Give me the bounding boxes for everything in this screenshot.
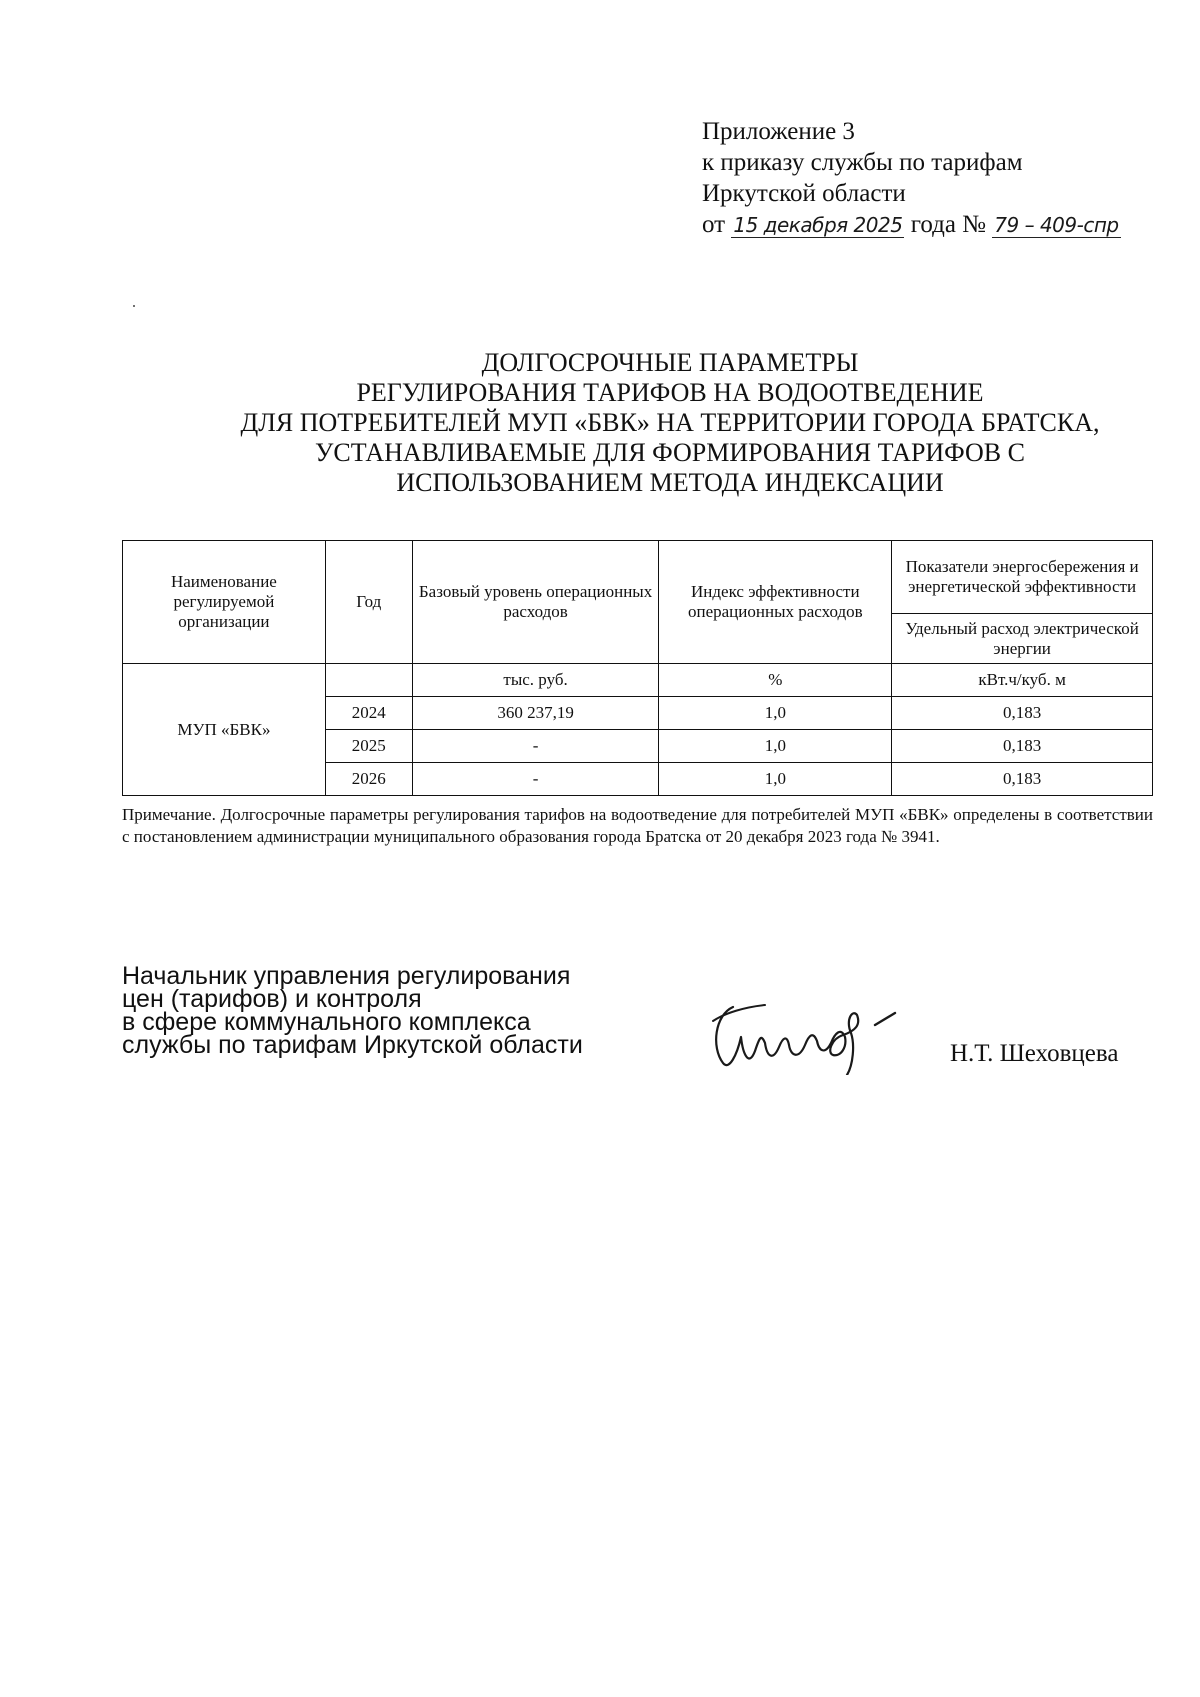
appendix-order-ref: к приказу службы по тарифам [702, 149, 1023, 176]
row-energy-specific: 0,183 [892, 730, 1153, 763]
document-title [150, 348, 1190, 498]
table-note: Примечание. Долгосрочные параметры регулирования тарифов на водоотведение для потребителей МУП «БВК» определены в соответствии с постановлением администрации муниципального образования города Братска от 20 декабря 2023 года № 3941. [122, 805, 1153, 846]
appendix-region: Иркутской области [702, 180, 906, 207]
appendix-label: Приложение 3 [702, 118, 855, 145]
unit-energy-specific: кВт.ч/куб. м [892, 664, 1153, 697]
row-efficiency-index: 1,0 [659, 730, 892, 763]
title-line-2: РЕГУЛИРОВАНИЯ ТАРИФОВ НА ВОДООТВЕДЕНИЕ [356, 378, 984, 407]
row-efficiency-index: 1,0 [659, 697, 892, 730]
signatory-line-3: в сфере коммунального комплекса [122, 1008, 531, 1036]
appendix-date-line [702, 209, 1172, 240]
unit-efficiency-index: % [659, 664, 892, 697]
row-energy-specific: 0,183 [892, 697, 1153, 730]
signatory-name: Н.Т. Шеховцева [950, 1040, 1119, 1067]
signatory-line-4: службы по тарифам Иркутской области [122, 1031, 583, 1059]
signatory-position [122, 962, 642, 1059]
row-year: 2025 [325, 730, 412, 763]
row-year: 2026 [325, 763, 412, 796]
title-line-4: УСТАНАВЛИВАЕМЫЕ ДЛЯ ФОРМИРОВАНИЯ ТАРИФОВ С [314, 438, 1025, 467]
title-line-3: ДЛЯ ПОТРЕБИТЕЛЕЙ МУП «БВК» НА ТЕРРИТОРИИ ГОРОДА БРАТСКА, [240, 408, 1100, 437]
row-energy-specific: 0,183 [892, 763, 1153, 796]
appendix-block [702, 116, 1172, 240]
title-line-1: ДОЛГОСРОЧНЫЕ ПАРАМЕТРЫ [481, 348, 859, 377]
parameters-table [122, 540, 1153, 796]
row-efficiency-index: 1,0 [659, 763, 892, 796]
row-base-level: 360 237,19 [412, 697, 659, 730]
header-energy-group: Показатели энергосбережения и энергетической эффективности [892, 541, 1153, 614]
row-base-level: - [412, 730, 659, 763]
scan-speck [133, 305, 135, 307]
header-base-level: Базовый уровень операционных расходов [412, 541, 659, 664]
signatory-line-1: Начальник управления регулирования [122, 962, 571, 990]
unit-year-empty [325, 664, 412, 697]
header-efficiency-index: Индекс эффективности операционных расходов [659, 541, 892, 664]
row-year: 2024 [325, 697, 412, 730]
title-line-5: ИСПОЛЬЗОВАНИЕМ МЕТОДА ИНДЕКСАЦИИ [396, 468, 944, 497]
appendix-from: от [702, 211, 726, 238]
handwritten-date: 15 декабря 2025 [733, 213, 903, 237]
header-year: Год [325, 541, 412, 664]
organization-cell: МУП «БВК» [123, 664, 326, 796]
header-organization: Наименование регулируемой организации [123, 541, 326, 664]
appendix-year-number: года № [910, 211, 987, 238]
unit-base-level: тыс. руб. [412, 664, 659, 697]
header-energy-specific: Удельный расход электрической энергии [892, 614, 1153, 664]
handwritten-signature [705, 985, 915, 1075]
handwritten-order-number: 79 – 409-спр [994, 213, 1119, 237]
row-base-level: - [412, 763, 659, 796]
signatory-line-2: цен (тарифов) и контроля [122, 985, 422, 1013]
